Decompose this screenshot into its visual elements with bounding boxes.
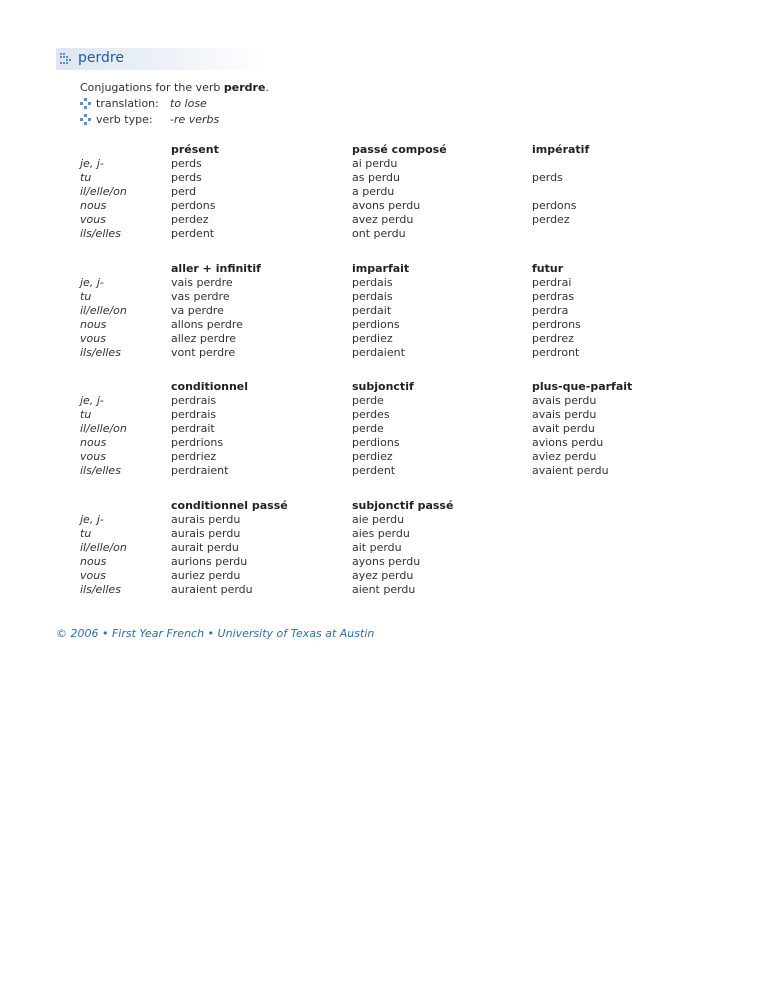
pronoun: nous [80, 555, 107, 568]
tense-column-imperatif [532, 143, 589, 241]
pronoun: ils/elles [80, 583, 121, 596]
pronoun: vous [80, 213, 106, 226]
verb-form: perdent [171, 227, 215, 240]
verb-form: as perdu [352, 171, 401, 184]
tense-heading: aller + infinitif [171, 262, 261, 275]
pronoun: je, j- [80, 394, 104, 407]
verb-form: perdez [532, 213, 570, 226]
tense-column-present [171, 143, 219, 241]
verb-form: aies perdu [352, 527, 410, 540]
pronoun: il/elle/on [80, 541, 127, 554]
verb-form: perds [171, 157, 202, 170]
verb-form: aurions perdu [171, 555, 248, 568]
tense-column-plus-que-parfait [532, 380, 632, 478]
pronoun: il/elle/on [80, 304, 127, 317]
translation-label: translation: [96, 97, 159, 110]
verb-form: aurais perdu [171, 513, 241, 526]
verb-type-label: verb type: [96, 113, 153, 126]
verb-form: perdons [171, 199, 216, 212]
verb-form: perdaient [352, 346, 405, 359]
verb-form [532, 227, 589, 241]
pronoun: ils/elles [80, 346, 121, 359]
pronoun: nous [80, 436, 107, 449]
tense-heading: imparfait [352, 262, 410, 275]
pronoun: vous [80, 450, 106, 463]
verb-form: perdais [352, 290, 393, 303]
verb-form: perd [171, 185, 197, 198]
verb-form [532, 157, 589, 171]
verb-form: perdrions [171, 436, 224, 449]
pronoun: nous [80, 199, 107, 212]
tense-column-futur [532, 262, 581, 360]
tense-column-subjonctif [352, 380, 414, 478]
verb-form: perds [171, 171, 202, 184]
pronoun: il/elle/on [80, 185, 127, 198]
tense-heading: présent [171, 143, 219, 156]
verb-form: perde [352, 422, 384, 435]
verb-form: perdrai [532, 276, 572, 289]
tense-heading: plus-que-parfait [532, 380, 633, 393]
verb-form: avons perdu [352, 199, 421, 212]
footer-credit: © 2006 • First Year French • University of Texas at Austin [56, 627, 375, 640]
tense-heading: conditionnel passé [171, 499, 288, 512]
verb-form: perdrais [171, 394, 217, 407]
verb-form: avais perdu [532, 394, 597, 407]
verb-form: allons perdre [171, 318, 243, 331]
verb-form: perdons [532, 199, 577, 212]
verb-form: perdions [352, 318, 400, 331]
verb-form: auriez perdu [171, 569, 241, 582]
pronoun: je, j- [80, 276, 104, 289]
verb-form: perdrais [171, 408, 217, 421]
verb-form: perdra [532, 304, 569, 317]
verb-form: perdent [352, 464, 396, 477]
verb-form: aurais perdu [171, 527, 241, 540]
intro-text [80, 81, 269, 94]
verb-form: avais perdu [532, 408, 597, 421]
verb-form: vais perdre [171, 276, 233, 289]
pronoun: je, j- [80, 157, 104, 170]
verb-form: perdiez [352, 450, 393, 463]
verb-form: perdez [171, 213, 209, 226]
verb-form: va perdre [171, 304, 224, 317]
pronoun: tu [80, 527, 92, 540]
verb-form: perdrons [532, 318, 581, 331]
tense-heading: passé composé [352, 143, 447, 156]
tense-heading: futur [532, 262, 564, 275]
pronoun: nous [80, 318, 107, 331]
verb-form: perdraient [171, 464, 229, 477]
verb-form: perdriez [171, 450, 217, 463]
pronoun: il/elle/on [80, 422, 127, 435]
intro-suffix: . [265, 81, 269, 94]
title-bar [56, 48, 266, 70]
verb-form: vas perdre [171, 290, 230, 303]
verb-form: avait perdu [532, 422, 595, 435]
verb-form: ont perdu [352, 227, 406, 240]
pronoun-column [80, 276, 127, 360]
verb-form: perdiez [352, 332, 393, 345]
verb-form: ayez perdu [352, 569, 414, 582]
pronoun: tu [80, 408, 92, 421]
pronoun: tu [80, 290, 92, 303]
verb-form: ait perdu [352, 541, 402, 554]
dot-cross-icon [80, 98, 91, 112]
intro-prefix: Conjugations for the verb [80, 81, 224, 94]
pronoun-column [80, 394, 127, 478]
verb-form: perds [532, 171, 563, 184]
verb-form: allez perdre [171, 332, 237, 345]
verb-form: perdait [352, 304, 392, 317]
intro-verb: perdre [223, 81, 266, 94]
verb-form: avaient perdu [532, 464, 609, 477]
verb-form: perdrait [171, 422, 215, 435]
verb-form: aurait perdu [171, 541, 239, 554]
pronoun: vous [80, 332, 106, 345]
verb-form: auraient perdu [171, 583, 253, 596]
tense-column-imparfait [352, 262, 409, 360]
tense-column-conditionnel [171, 380, 248, 478]
pronoun: ils/elles [80, 227, 121, 240]
tense-heading: subjonctif passé [352, 499, 454, 512]
verb-form: ayons perdu [352, 555, 421, 568]
tense-column-passe-compose [352, 143, 447, 241]
verb-form: perdes [352, 408, 390, 421]
verb-form: vont perdre [171, 346, 236, 359]
verb-type-value: -re verbs [170, 113, 220, 126]
page-title: perdre [78, 50, 124, 66]
verb-form: perdront [532, 346, 580, 359]
verb-form: aient perdu [352, 583, 416, 596]
pronoun: vous [80, 569, 106, 582]
verb-form: perdrez [532, 332, 574, 345]
dot-cross-icon [80, 114, 91, 128]
translation-value: to lose [170, 97, 207, 110]
pronoun: je, j- [80, 513, 104, 526]
tense-heading: subjonctif [352, 380, 414, 393]
verb-form: aie perdu [352, 513, 405, 526]
tense-column-conditionnel-passe [171, 499, 288, 597]
pronoun: tu [80, 171, 92, 184]
verb-form: ai perdu [352, 157, 398, 170]
verb-form: a perdu [352, 185, 395, 198]
verb-form: perdais [352, 276, 393, 289]
tense-heading: conditionnel [171, 380, 249, 393]
verb-form: perde [352, 394, 384, 407]
verb-form: perdions [352, 436, 400, 449]
chevron-dots-icon [59, 52, 75, 69]
tense-heading: impératif [532, 143, 590, 156]
tense-column-subjonctif-passe [352, 499, 453, 597]
pronoun: ils/elles [80, 464, 121, 477]
verb-form: avez perdu [352, 213, 414, 226]
pronoun-column [80, 513, 127, 597]
verb-form: perdras [532, 290, 575, 303]
pronoun-column [80, 157, 127, 241]
verb-form: avions perdu [532, 436, 604, 449]
verb-form: aviez perdu [532, 450, 597, 463]
verb-form [532, 185, 589, 199]
tense-column-aller-infinitif [171, 262, 261, 360]
